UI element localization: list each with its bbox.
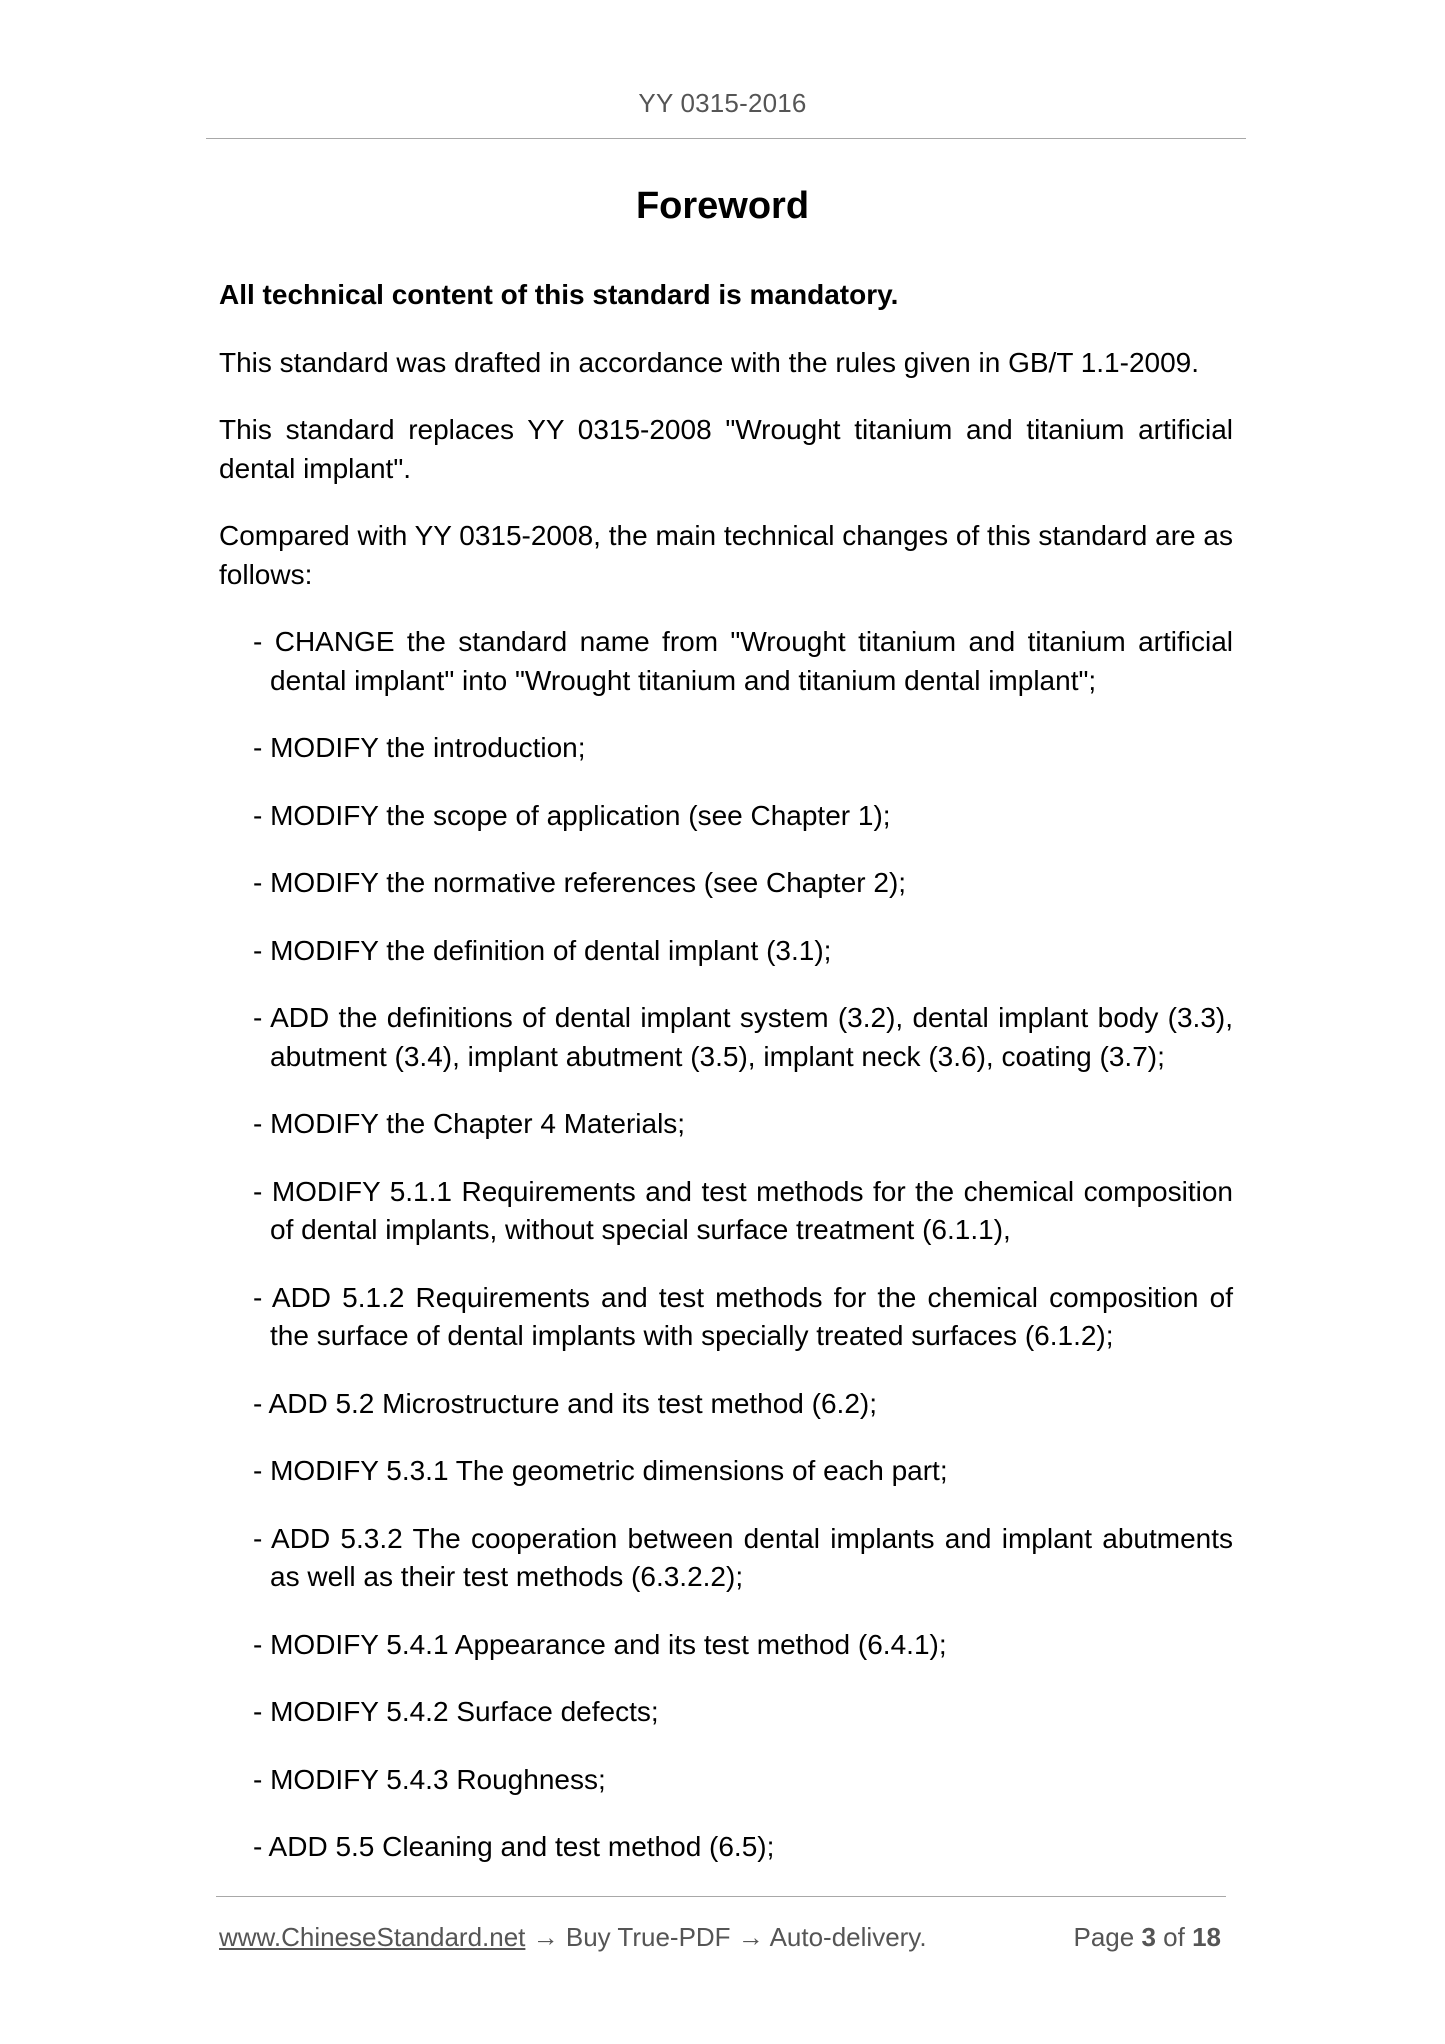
change-item: - MODIFY 5.4.1 Appearance and its test method (6.4.1);: [253, 1628, 947, 1660]
change-item: - MODIFY the definition of dental implant (3.1);: [253, 934, 832, 966]
footer-divider: [216, 1896, 1226, 1897]
foreword-body: [219, 276, 1233, 1896]
website-link[interactable]: www.ChineseStandard.net: [219, 1922, 526, 1952]
change-item: - MODIFY 5.1.1 Requirements and test methods for the chemical composition of dental implants, without special surface treatment (6.1.1),: [253, 1175, 1233, 1245]
change-item: - ADD the definitions of dental implant system (3.2), dental implant body (3.3), abutment (3.4), implant abutment (3.5), implant neck (3.6), coating (3.7);: [253, 1002, 1233, 1072]
change-item: - ADD 5.5 Cleaning and test method (6.5);: [253, 1831, 775, 1862]
page-label: Page: [1073, 1922, 1135, 1952]
change-item: - MODIFY 5.4.3 Roughness;: [253, 1763, 606, 1795]
change-item: - ADD 5.1.2 Requirements and test methods for the chemical composition of the surface of dental implants with specially treated surfaces (6.1.2);: [253, 1281, 1233, 1351]
page-number: [1073, 1922, 1221, 1953]
page-title: Foreword: [635, 185, 810, 227]
change-item: - MODIFY the scope of application (see Chapter 1);: [253, 799, 891, 831]
change-item: - MODIFY the Chapter 4 Materials;: [253, 1108, 686, 1139]
footer-tagline: → Buy True-PDF → Auto-delivery.: [525, 1922, 927, 1952]
change-item: - MODIFY 5.3.1 The geometric dimensions of each part;: [253, 1455, 948, 1486]
change-item: - ADD 5.3.2 The cooperation between dental implants and implant abutments as well as their test methods (6.3.2.2);: [253, 1522, 1233, 1592]
change-item: - CHANGE the standard name from "Wrought titanium and titanium artificial dental implant" into "Wrought titanium and titanium dental implant";: [253, 626, 1233, 696]
total-page-count: 18: [1192, 1922, 1221, 1952]
document-id-header: YY 0315-2016: [638, 88, 807, 118]
change-item: - MODIFY the normative references (see Chapter 2);: [253, 867, 907, 898]
replacement-statement: This standard replaces YY 0315-2008 "Wrought titanium and titanium artificial dental implant".: [219, 414, 1233, 484]
current-page-number: 3: [1141, 1922, 1156, 1952]
footer-promo: [219, 1922, 927, 1953]
changes-intro: Compared with YY 0315-2008, the main technical changes of this standard are as follows:: [219, 520, 1233, 590]
change-item: - MODIFY the introduction;: [253, 732, 586, 763]
mandatory-statement: All technical content of this standard is mandatory.: [219, 279, 899, 310]
change-item: - ADD 5.2 Microstructure and its test method (6.2);: [253, 1387, 878, 1419]
change-item: - MODIFY 5.4.2 Surface defects;: [253, 1696, 659, 1727]
of-label: of: [1163, 1922, 1185, 1952]
header-divider: [206, 138, 1246, 139]
drafting-statement: This standard was drafted in accordance with the rules given in GB/T 1.1-2009.: [219, 346, 1200, 378]
